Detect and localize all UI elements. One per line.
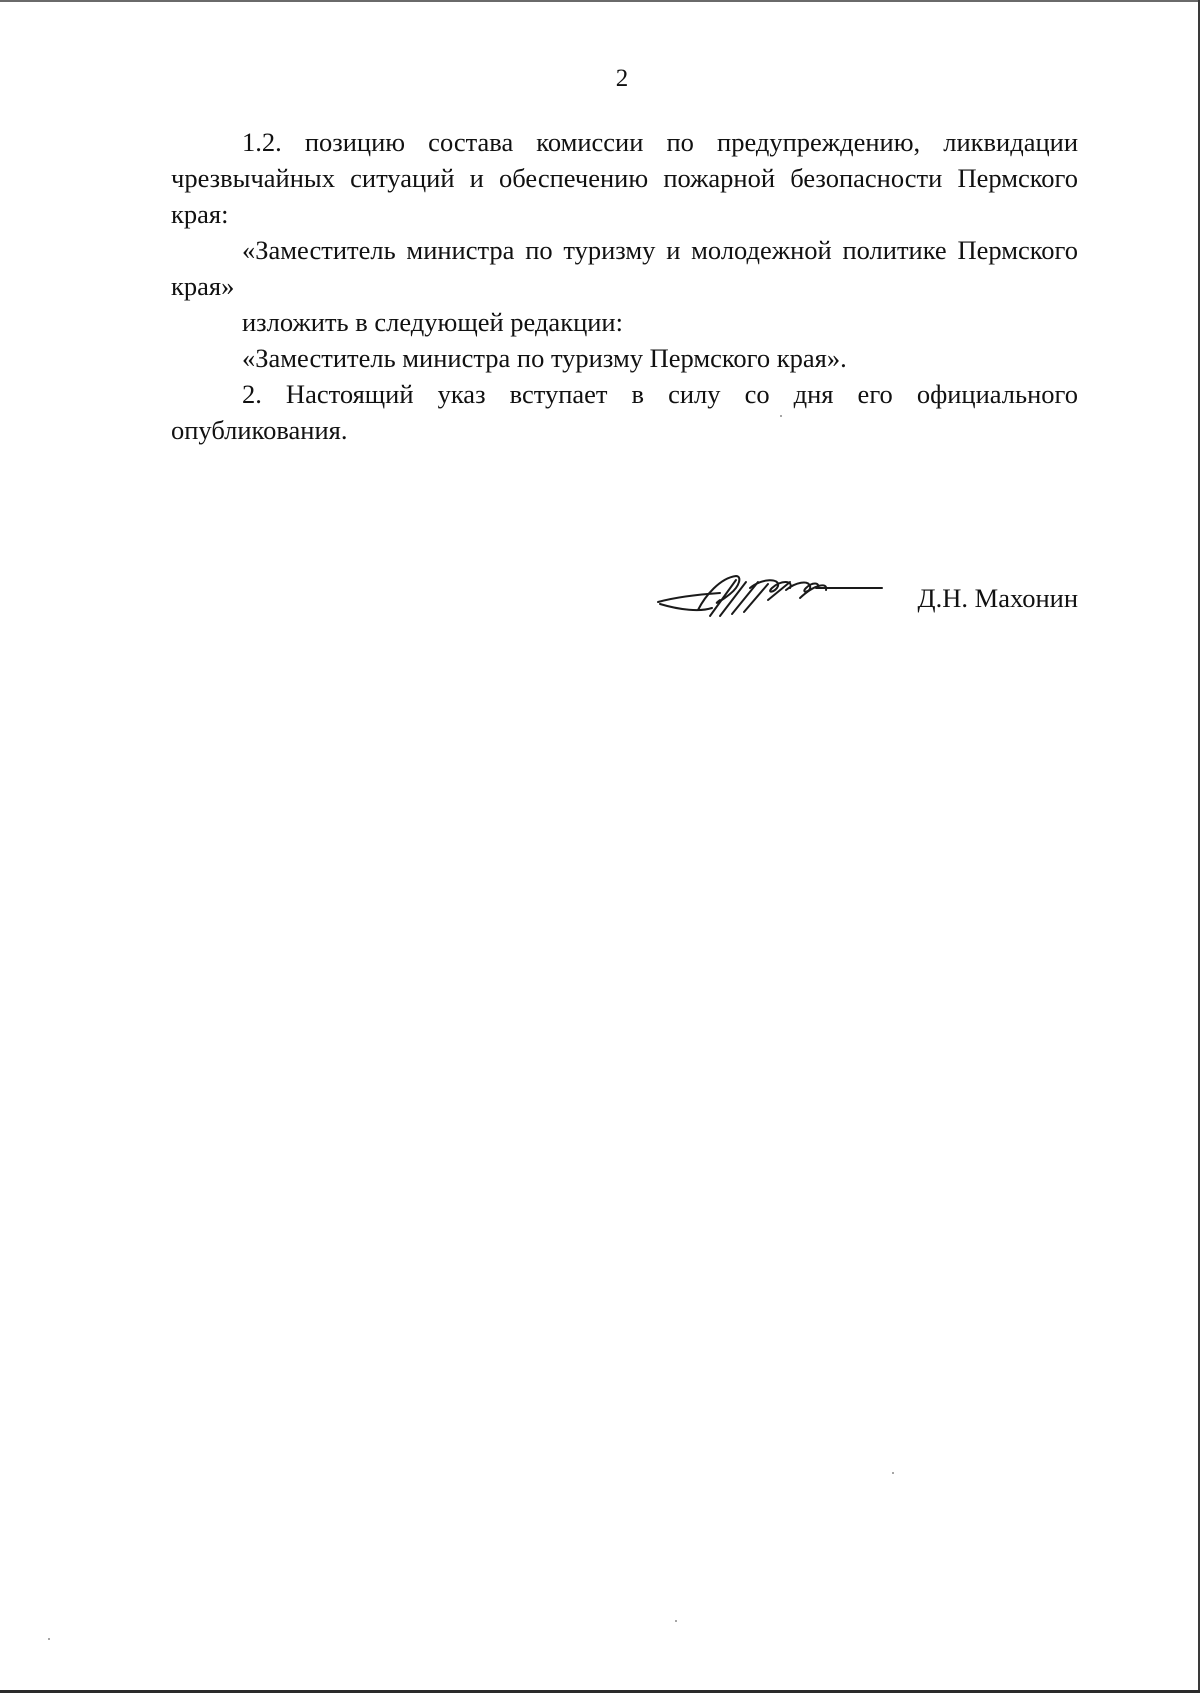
signature-icon [650, 560, 890, 630]
paragraph-instruction: изложить в следующей редакции: [242, 307, 623, 337]
page-number: 2 [615, 65, 629, 92]
scan-speck [780, 415, 782, 417]
paragraph-2: 2. Настоящий указ вступает в силу со дня его официального опубликования. [171, 379, 1078, 445]
paragraph-1-2: 1.2. позицию состава комиссии по предупреждению, ликвидации чрезвычайных ситуаций и обеспечению пожарной безопасности Пермского края: [171, 127, 1078, 229]
scan-speck [675, 1620, 677, 1622]
scan-speck [48, 1638, 50, 1640]
scan-edge-top [0, 0, 1200, 2]
signature-block [650, 560, 1080, 630]
signer-name: Д.Н. Махонин [917, 583, 1078, 613]
document-body [171, 124, 1078, 448]
scan-speck [892, 1472, 894, 1474]
paragraph-quote-new: «Заместитель министра по туризму Пермского края». [242, 343, 847, 373]
paragraph-quote-old: «Заместитель министра по туризму и молодежной политике Пермского края» [171, 235, 1078, 301]
